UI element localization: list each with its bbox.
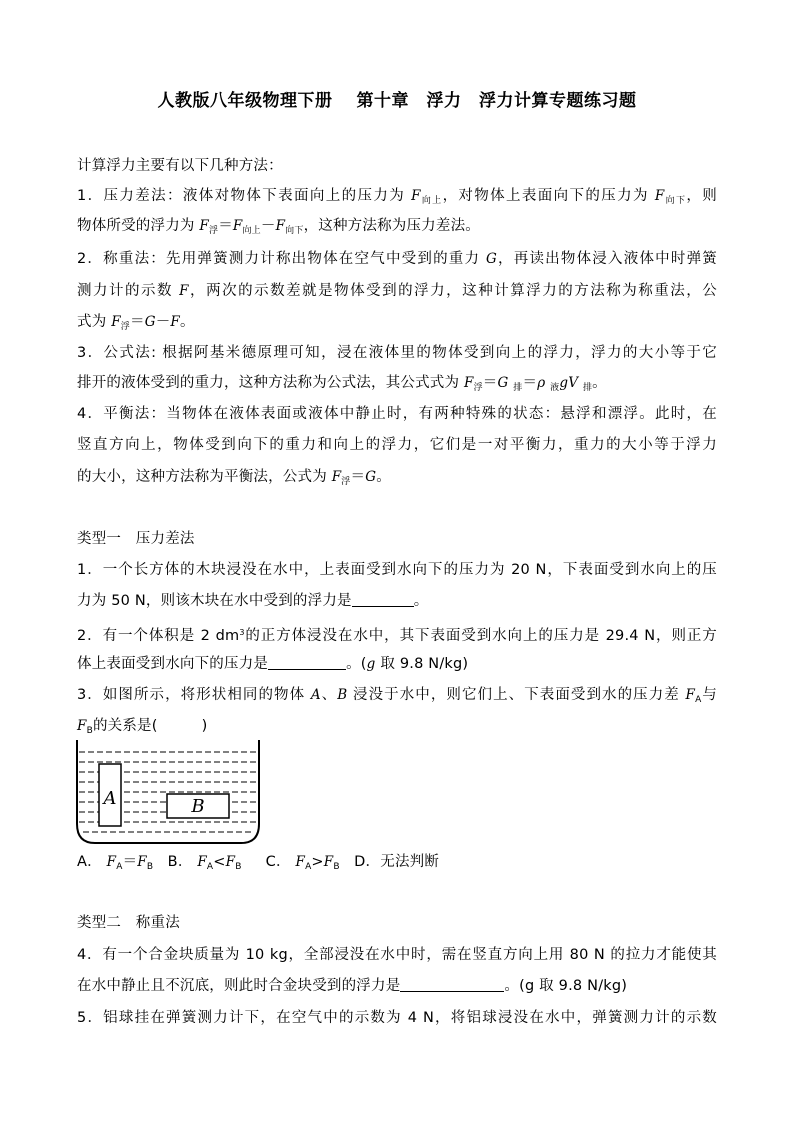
question-3-line-1: 3．如图所示，将形状相同的物体 A、B 浸没于水中，则它们上、下表面受到水的压力差 $F_A$与	[77, 687, 717, 705]
question-4-line-2: 在水中静止且不沉底，则此时合金块受到的浮力是 。(g 取 9.8 N/kg)	[77, 978, 628, 994]
method-4-line-2: 竖直方向上，物体受到向下的重力和向上的浮力，它们是一对平衡力，重力的大小等于浮力	[77, 437, 717, 453]
page-title: 人教版八年级物理下册 第十章 浮力 浮力计算专题练习题	[157, 91, 637, 111]
svg-text:A: A	[103, 788, 117, 809]
method-2-line-3: 式为 $F_浮=G-F$。	[77, 314, 195, 332]
option-c[interactable]: C． $F_A>F_B$	[265, 854, 340, 872]
answer-blank-1[interactable]	[352, 592, 414, 607]
question-1-line-1: 1．一个长方体的木块浸没在水中，上表面受到水向下的压力为 20 N，下表面受到水向上的压	[77, 562, 717, 578]
question-4-line-1: 4．有一个合金块质量为 10 kg，全部浸没在水中时，需在竖直方向上用 80 N 的拉力才能使其	[77, 947, 717, 963]
question-5-line-1: 5．铝球挂在弹簧测力计下，在空气中的示数为 4 N，将铝球浸没在水中，弹簧测力计的示数	[77, 1010, 717, 1026]
method-1-line-1: 1．压力差法：液体对物体下表面向上的压力为 $F_{向上}$，对物体上表面向下的压力为 $F_{向下}$，则	[77, 188, 717, 206]
section-heading-type-1: 类型一 压力差法	[77, 531, 195, 547]
water-container-diagram	[75, 740, 261, 846]
method-4-line-3: 的大小，这种方法称为平衡法，公式为 $F_浮=G$。	[77, 469, 391, 487]
method-4-line-1: 4．平衡法：当物体在液体表面或液体中静止时，有两种特殊的状态：悬浮和漂浮。此时，在	[77, 406, 717, 422]
question-3-line-2: $F_B$的关系是( )	[77, 718, 208, 736]
question-2-line-1: 2．有一个体积是 2 $dm^3$的正方体浸没在水中，其下表面受到水向上的压力是 29.4 N，则正方	[77, 628, 717, 644]
option-b[interactable]: B． $F_A<F_B$	[167, 854, 242, 872]
svg-text:B: B	[191, 796, 205, 817]
object-a	[99, 764, 121, 826]
option-d[interactable]: D．无法判断	[354, 854, 440, 870]
method-3-line-1: 3．公式法: 根据阿基米德原理可知，浸在液体里的物体受到向上的浮力，浮力的大小等于它	[77, 345, 717, 361]
option-a[interactable]: A． $F_A=F_B$	[77, 854, 154, 872]
question-3-options	[77, 852, 439, 877]
method-1-line-2: 物体所受的浮力为 $F_浮=F_{向上}-F_{向下}$，这种方法称为压力差法。	[77, 218, 480, 236]
question-1-line-2: 力为 50 N，则该木块在水中受到的浮力是 。	[77, 593, 429, 609]
method-2-line-2: 测力计的示数 F，两次的示数差就是物体受到的浮力，这种计算浮力的方法称为称重法，公	[77, 283, 717, 299]
method-2-line-1: 2．称重法：先用弹簧测力计称出物体在空气中受到的重力 G，再读出物体浸入液体中时弹簧	[77, 251, 717, 267]
answer-blank-2[interactable]	[268, 655, 346, 670]
object-b	[167, 794, 229, 818]
question-2-line-2: 体上表面受到水向下的压力是 。(g 取 9.8 N/kg)	[77, 656, 469, 672]
answer-blank-4[interactable]	[400, 977, 504, 992]
section-heading-type-2: 类型二 称重法	[77, 915, 180, 931]
method-3-line-2: 排开的液体受到的重力，这种方法称为公式法，其公式式为 $F_浮=G$ $_排$＝ρ $_液$gV $_排$。	[77, 375, 607, 393]
intro-heading: 计算浮力主要有以下几种方法：	[77, 158, 283, 174]
